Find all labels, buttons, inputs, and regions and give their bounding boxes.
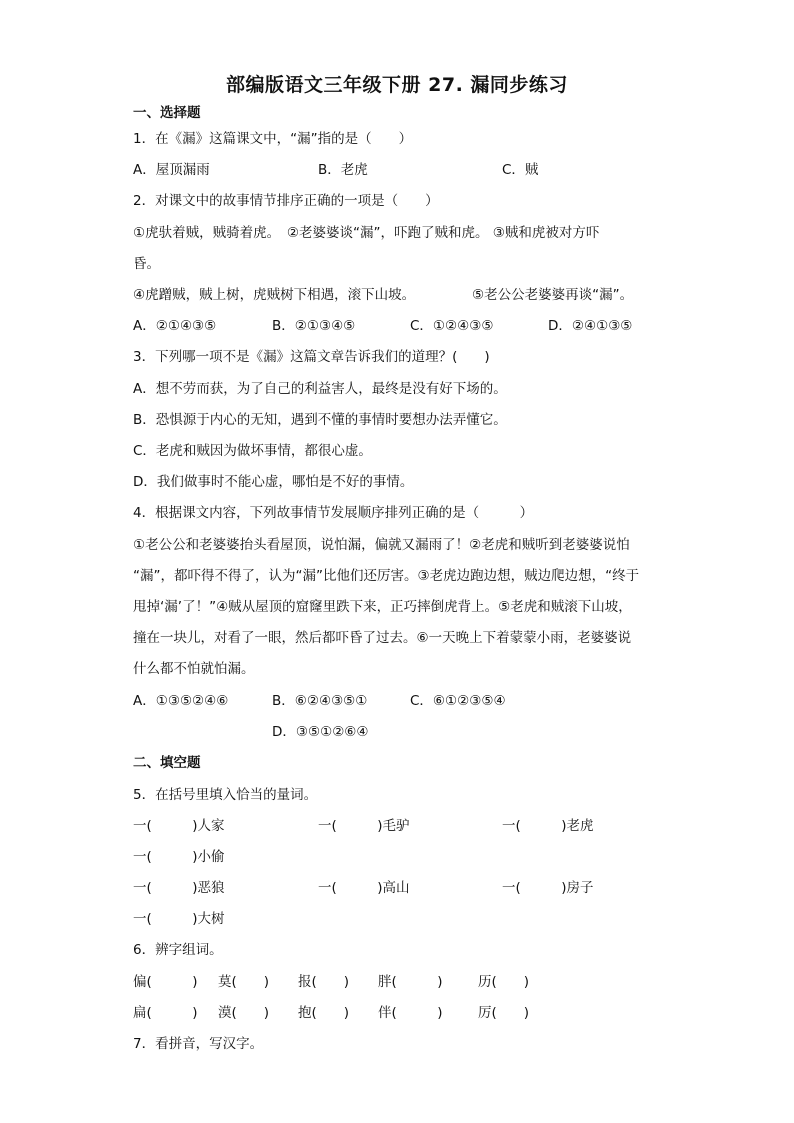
q2-option-b: B．②①③④⑤ xyxy=(272,318,356,334)
q4-text-line-5: 什么都不怕就怕漏。 xyxy=(133,661,255,677)
q1-option-b: B．老虎 xyxy=(318,162,368,178)
q5-blank-item: 一( )高山 xyxy=(318,880,410,896)
section-heading-choice: 一、选择题 xyxy=(133,105,201,121)
q1-option-a: A．屋顶漏雨 xyxy=(133,162,210,178)
q6-word-item: 抱( ) xyxy=(298,1005,350,1021)
section-heading-fill: 二、填空题 xyxy=(133,755,201,771)
q5-blank-item: 一( )大树 xyxy=(133,911,225,927)
q5-stem: 5．在括号里填入恰当的量词。 xyxy=(133,787,318,803)
q2-text-line-3b: ⑤老公公老婆婆再谈“漏”。 xyxy=(472,287,634,303)
q3-option-c: C．老虎和贼因为做坏事情，都很心虚。 xyxy=(133,443,372,459)
q5-blank-item: 一( )老虎 xyxy=(502,818,594,834)
q6-word-item: 胖( ) xyxy=(378,974,443,990)
q3-option-b: B．恐惧源于内心的无知，遇到不懂的事情时要想办法弄懂它。 xyxy=(133,412,507,428)
q5-blank-item: 一( )恶狼 xyxy=(133,880,225,896)
q4-option-a: A．①③⑤②④⑥ xyxy=(133,693,229,709)
q4-option-c: C．⑥①②③⑤④ xyxy=(410,693,506,709)
q1-option-c: C．贼 xyxy=(502,162,539,178)
q2-option-a: A．②①④③⑤ xyxy=(133,318,217,334)
q4-option-b: B．⑥②④③⑤① xyxy=(272,693,368,709)
q6-word-item: 偏( ) xyxy=(133,974,198,990)
q4-text-line-2: “漏”，都吓得不得了，认为“漏”比他们还厉害。③老虎边跑边想，贼边爬边想，“终于 xyxy=(133,568,640,584)
q6-word-item: 厉( ) xyxy=(478,1005,530,1021)
q4-text-line-4: 撞在一块儿，对看了一眼，然后都吓昏了过去。⑥一天晚上下着蒙蒙小雨，老婆婆说 xyxy=(133,630,632,646)
q6-word-item: 报( ) xyxy=(298,974,350,990)
q1-stem: 1．在《漏》这篇课文中，“漏”指的是（ ） xyxy=(133,131,413,147)
q2-option-c: C．①②④③⑤ xyxy=(410,318,494,334)
q6-word-item: 扁( ) xyxy=(133,1005,198,1021)
q2-text-line-1: ①虎驮着贼，贼骑着虎。 ②老婆婆谈“漏”，吓跑了贼和虎。 ③贼和虎被对方吓 xyxy=(133,225,600,241)
q4-text-line-3: 甩掉‘漏’了！”④贼从屋顶的窟窿里跌下来，正巧摔倒虎背上。⑤老虎和贼滚下山坡， xyxy=(133,599,632,615)
q6-stem: 6．辨字组词。 xyxy=(133,942,223,958)
q6-word-item: 漠( ) xyxy=(218,1005,270,1021)
q3-option-d: D．我们做事时不能心虚，哪怕是不好的事情。 xyxy=(133,474,414,490)
q7-stem: 7．看拼音，写汉字。 xyxy=(133,1036,264,1052)
q5-blank-item: 一( )小偷 xyxy=(133,849,225,865)
q6-word-item: 伴( ) xyxy=(378,1005,443,1021)
q3-option-a: A．想不劳而获，为了自己的利益害人，最终是没有好下场的。 xyxy=(133,381,507,397)
q4-stem: 4．根据课文内容，下列故事情节发展顺序排列正确的是（ ） xyxy=(133,505,534,521)
page-title: 部编版语文三年级下册 27. 漏同步练习 xyxy=(226,74,568,96)
q2-text-line-3a: ④虎蹭贼，贼上树，虎贼树下相遇，滚下山坡。 xyxy=(133,287,416,303)
q5-blank-item: 一( )房子 xyxy=(502,880,594,896)
q2-stem: 2．对课文中的故事情节排序正确的一项是（ ） xyxy=(133,193,439,209)
q2-option-d: D．②④①③⑤ xyxy=(548,318,633,334)
q6-word-item: 莫( ) xyxy=(218,974,270,990)
q2-text-line-2: 昏。 xyxy=(133,256,160,272)
q4-option-d: D．③⑤①②⑥④ xyxy=(272,724,369,740)
q3-stem: 3．下列哪一项不是《漏》这篇文章告诉我们的道理？( ) xyxy=(133,349,490,365)
q5-blank-item: 一( )毛驴 xyxy=(318,818,410,834)
q5-blank-item: 一( )人家 xyxy=(133,818,225,834)
q6-word-item: 历( ) xyxy=(478,974,530,990)
q4-text-line-1: ①老公公和老婆婆抬头看屋顶，说怕漏，偏就又漏雨了！②老虎和贼听到老婆婆说怕 xyxy=(133,537,630,553)
